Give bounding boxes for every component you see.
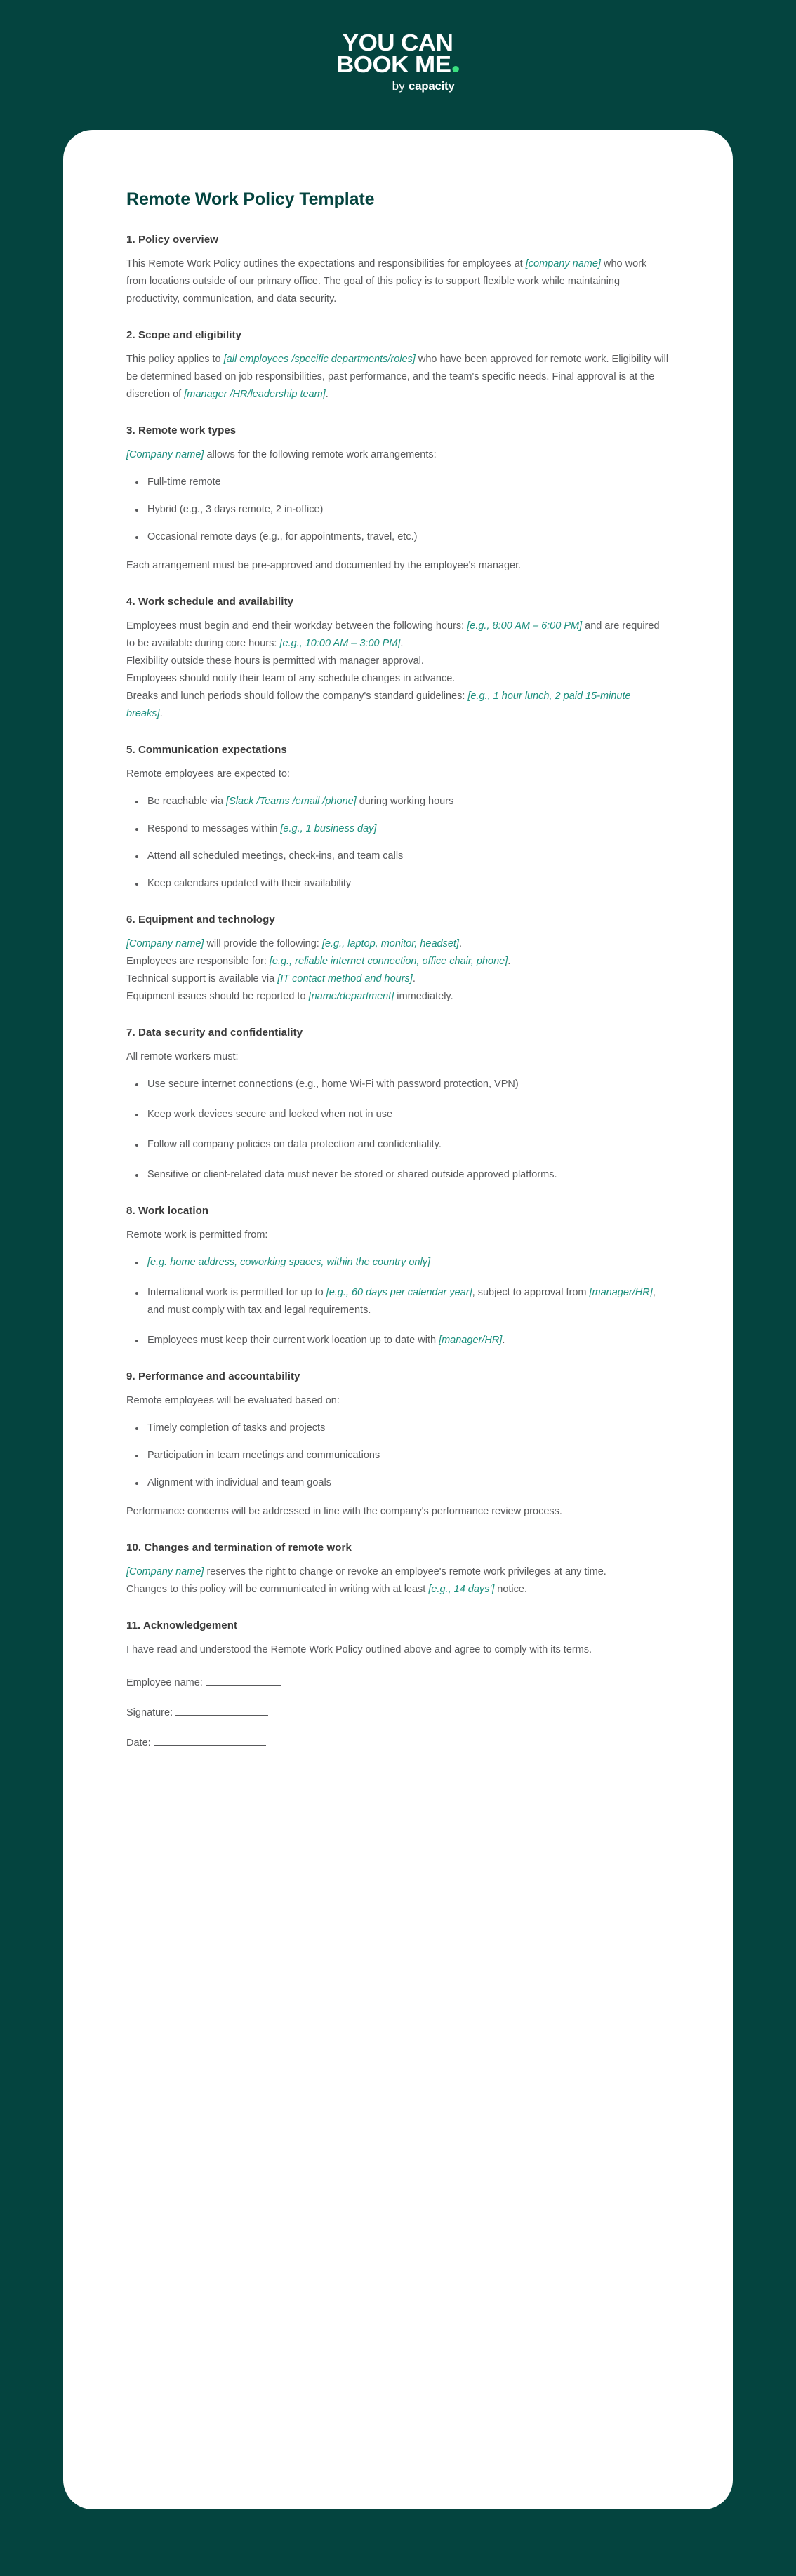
- date-input-line[interactable]: [154, 1736, 266, 1746]
- list-item: Sensitive or client-related data must never be stored or shared outside approved platforms.: [126, 1166, 670, 1184]
- section-body-work-schedule-flexibility: Flexibility outside these hours is permitted with manager approval.: [126, 655, 424, 667]
- document-card: [63, 130, 733, 2509]
- placeholder-approver[interactable]: [manager /HR/leadership team]: [184, 389, 326, 400]
- section-intro-data-security: All remote workers must:: [126, 1051, 239, 1062]
- logo-subtitle-brand: capacity: [408, 79, 455, 93]
- signature-input-line[interactable]: [175, 1706, 268, 1716]
- text-fragment: reserves the right to change or revoke an employee's remote work privileges at any time.: [204, 1566, 606, 1577]
- placeholder-notice-period[interactable]: [e.g., 14 days']: [428, 1584, 495, 1595]
- youcanbookme-logo[interactable]: [336, 29, 456, 93]
- text-fragment: notice.: [494, 1584, 527, 1595]
- section-heading-work-location: 8. Work location: [126, 1205, 209, 1217]
- text-fragment: and are required to be available during core hours:: [126, 620, 660, 649]
- section-intro-communication: Remote employees are expected to:: [126, 768, 290, 780]
- section-heading-equipment: 6. Equipment and technology: [126, 914, 275, 926]
- placeholder-response-time[interactable]: [e.g., 1 business day]: [280, 823, 377, 834]
- text-fragment: .: [508, 956, 511, 967]
- field-date[interactable]: [126, 1735, 670, 1752]
- list-communication-expectations: [126, 793, 670, 893]
- text-fragment: .: [159, 708, 163, 719]
- section-intro-performance: Remote employees will be evaluated based on:: [126, 1395, 340, 1406]
- section-note-performance: Performance concerns will be addressed in line with the company's performance review process.: [126, 1506, 562, 1517]
- employee-name-input-line[interactable]: [206, 1676, 281, 1686]
- list-item: [126, 793, 670, 810]
- section-heading-remote-work-types: 3. Remote work types: [126, 425, 237, 436]
- section-heading-communication: 5. Communication expectations: [126, 744, 287, 756]
- list-work-location: [126, 1254, 670, 1349]
- list-data-security: [126, 1076, 670, 1184]
- text-fragment: Employees must keep their current work location up to date with: [147, 1335, 439, 1346]
- text-fragment: who have been approved for remote work. Eligibility will be determined based on job responsibilities, past performance, and the team's specific needs. Final approval is at the discretion of: [126, 354, 669, 400]
- text-fragment: This Remote Work Policy outlines the expectations and responsibilities for employees at: [126, 258, 526, 269]
- section-body-work-schedule-notify: Employees should notify their team of any schedule changes in advance.: [126, 673, 456, 684]
- section-heading-work-schedule: 4. Work schedule and availability: [126, 596, 294, 608]
- text-fragment: Employees are responsible for:: [126, 956, 270, 967]
- section-body-acknowledgement: I have read and understood the Remote Work Policy outlined above and agree to comply with its terms.: [126, 1644, 592, 1655]
- list-item: Timely completion of tasks and projects: [126, 1420, 670, 1437]
- placeholder-break-guidelines[interactable]: [e.g., 1 hour lunch, 2 paid 15-minute breaks]: [126, 690, 631, 719]
- section-body-changes-rights: [126, 1563, 670, 1581]
- text-fragment: during working hours: [356, 796, 454, 807]
- placeholder-international-days[interactable]: [e.g., 60 days per calendar year]: [326, 1287, 472, 1298]
- text-fragment: Equipment issues should be reported to: [126, 991, 309, 1002]
- placeholder-company-name[interactable]: [Company name]: [126, 938, 204, 949]
- placeholder-approver[interactable]: [manager/HR]: [439, 1335, 503, 1346]
- placeholder-provided-equipment[interactable]: [e.g., laptop, monitor, headset]: [321, 938, 459, 949]
- placeholder-approver[interactable]: [manager/HR]: [589, 1287, 653, 1298]
- field-employee-name[interactable]: [126, 1674, 670, 1692]
- section-body-equipment-issues: [126, 988, 670, 1006]
- list-item: Occasional remote days (e.g., for appointments, travel, etc.): [126, 528, 670, 546]
- list-item: Alignment with individual and team goals: [126, 1474, 670, 1492]
- section-body-equipment-support: [126, 970, 670, 988]
- text-fragment: , and must comply with tax and legal requirements.: [147, 1287, 656, 1316]
- text-fragment: .: [412, 973, 416, 985]
- placeholder-company-name[interactable]: [Company name]: [126, 1566, 204, 1577]
- text-fragment: , subject to approval from: [472, 1287, 590, 1298]
- text-fragment: .: [502, 1335, 505, 1346]
- section-heading-scope-eligibility: 2. Scope and eligibility: [126, 329, 242, 341]
- list-item: Attend all scheduled meetings, check-ins, and team calls: [126, 848, 670, 865]
- text-fragment: will provide the following:: [204, 938, 322, 949]
- placeholder-permitted-locations[interactable]: [e.g. home address, coworking spaces, within the country only]: [147, 1257, 430, 1268]
- section-body-policy-overview: [126, 255, 670, 308]
- section-heading-policy-overview: 1. Policy overview: [126, 234, 219, 246]
- list-item: [126, 1284, 670, 1319]
- placeholder-report-contact[interactable]: [name/department]: [308, 991, 394, 1002]
- field-employee-name-label: Employee name:: [126, 1677, 203, 1688]
- section-body-scope-eligibility: [126, 351, 670, 403]
- logo-line-one: YOU CAN: [343, 29, 453, 55]
- text-fragment: .: [458, 938, 462, 949]
- placeholder-company-name[interactable]: [company name]: [525, 258, 601, 269]
- text-fragment: who work from locations outside of our primary office. The goal of this policy is to support flexible work while maintaining productivity, communication, and data security.: [126, 258, 647, 305]
- section-intro-work-location: Remote work is permitted from:: [126, 1229, 268, 1241]
- text-fragment: Technical support is available via: [126, 973, 278, 985]
- logo-subtitle-prefix: by: [392, 79, 409, 93]
- section-intro-remote-work-types: [126, 446, 670, 464]
- list-item: Participation in team meetings and communications: [126, 1447, 670, 1464]
- logo-line-two: [336, 53, 459, 75]
- text-fragment: allows for the following remote work arrangements:: [204, 449, 437, 460]
- text-fragment: Changes to this policy will be communicated in writing with at least: [126, 1584, 429, 1595]
- list-item: Hybrid (e.g., 3 days remote, 2 in-office): [126, 501, 670, 519]
- text-fragment: International work is permitted for up to: [147, 1287, 326, 1298]
- list-item: [126, 820, 670, 838]
- text-fragment: Be reachable via: [147, 796, 227, 807]
- list-item: Full-time remote: [126, 474, 670, 491]
- text-fragment: Breaks and lunch periods should follow the company's standard guidelines:: [126, 690, 468, 702]
- placeholder-applies-to[interactable]: [all employees /specific departments/roles]: [223, 354, 416, 365]
- section-heading-data-security: 7. Data security and confidentiality: [126, 1027, 303, 1039]
- section-body-work-schedule-breaks: [126, 688, 670, 723]
- list-item: Follow all company policies on data protection and confidentiality.: [126, 1136, 670, 1154]
- section-body-work-schedule-hours: [126, 618, 670, 653]
- list-item: Keep work devices secure and locked when not in use: [126, 1106, 670, 1123]
- placeholder-company-name[interactable]: [Company name]: [126, 449, 204, 460]
- field-signature-label: Signature:: [126, 1707, 173, 1719]
- placeholder-it-contact[interactable]: [IT contact method and hours]: [277, 973, 413, 985]
- list-item: [126, 1332, 670, 1349]
- section-body-equipment-provided: [126, 935, 670, 953]
- field-signature[interactable]: [126, 1704, 670, 1722]
- section-note-remote-work-types: Each arrangement must be pre-approved and documented by the employee's manager.: [126, 560, 522, 571]
- page-title: Remote Work Policy Template: [126, 189, 375, 209]
- text-fragment: Employees must begin and end their workday between the following hours:: [126, 620, 467, 632]
- section-heading-performance: 9. Performance and accountability: [126, 1370, 300, 1382]
- text-fragment: Respond to messages within: [147, 823, 281, 834]
- logo-subtitle: [340, 80, 456, 92]
- logo-line-two-text: BOOK ME: [336, 51, 451, 77]
- green-dot-icon: [453, 66, 460, 72]
- list-remote-work-types: [126, 474, 670, 546]
- list-item: [126, 1254, 670, 1272]
- field-date-label: Date:: [126, 1737, 151, 1749]
- section-body-changes-notice: [126, 1581, 670, 1599]
- placeholder-channels[interactable]: [Slack /Teams /email /phone]: [226, 796, 357, 807]
- text-fragment: immediately.: [394, 991, 453, 1002]
- text-fragment: .: [400, 638, 404, 649]
- placeholder-employee-responsibilities[interactable]: [e.g., reliable internet connection, office chair, phone]: [269, 956, 508, 967]
- section-body-equipment-employee: [126, 953, 670, 970]
- section-heading-acknowledgement: 11. Acknowledgement: [126, 1620, 238, 1631]
- text-fragment: .: [325, 389, 329, 400]
- placeholder-workday-hours[interactable]: [e.g., 8:00 AM – 6:00 PM]: [467, 620, 583, 632]
- section-heading-changes-termination: 10. Changes and termination of remote work: [126, 1542, 352, 1554]
- placeholder-core-hours[interactable]: [e.g., 10:00 AM – 3:00 PM]: [279, 638, 401, 649]
- list-item: Use secure internet connections (e.g., home Wi-Fi with password protection, VPN): [126, 1076, 670, 1093]
- list-performance-criteria: [126, 1420, 670, 1492]
- list-item: Keep calendars updated with their availability: [126, 875, 670, 893]
- signature-block: [126, 1674, 670, 1752]
- text-fragment: This policy applies to: [126, 354, 224, 365]
- page-header: [0, 0, 796, 123]
